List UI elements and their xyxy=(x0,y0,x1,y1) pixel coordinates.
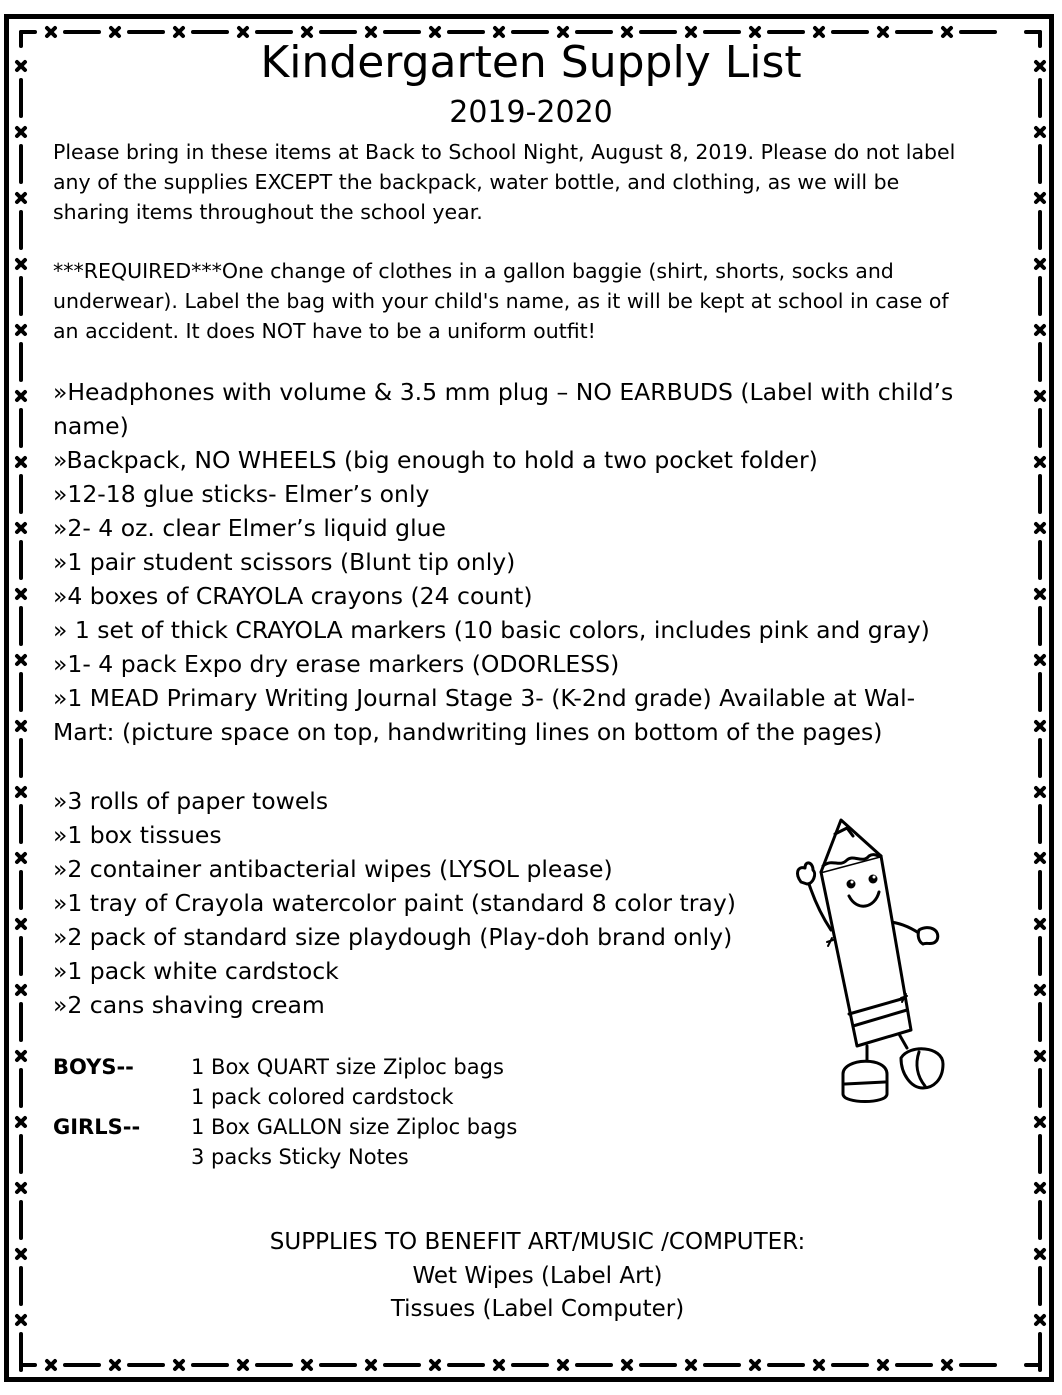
footer-heading: SUPPLIES TO BENEFIT ART/MUSIC /COMPUTER: xyxy=(269,1229,806,1255)
school-year: 2019-2020 xyxy=(449,95,613,130)
girls-label: GIRLS-- xyxy=(53,1115,141,1139)
supply-item: »4 boxes of CRAYOLA crayons (24 count) xyxy=(53,582,533,610)
required-line: underwear). Label the bag with your child's name, as it will be kept at school in case of xyxy=(53,289,949,313)
supply-item: »12-18 glue sticks- Elmer’s only xyxy=(53,480,430,508)
supply-item: »2- 4 oz. clear Elmer’s liquid glue xyxy=(53,514,446,542)
supply-item: »3 rolls of paper towels xyxy=(53,787,329,815)
girls-item: 3 packs Sticky Notes xyxy=(191,1145,409,1169)
supply-item: »1 MEAD Primary Writing Journal Stage 3- (K-2nd grade) Available at Wal- xyxy=(53,684,916,712)
supply-item: »2 cans shaving cream xyxy=(53,991,325,1019)
pencil-character-icon xyxy=(783,812,948,1112)
boys-label: BOYS-- xyxy=(53,1055,134,1079)
supply-item: »1- 4 pack Expo dry erase markers (ODORLESS) xyxy=(53,650,620,678)
supply-item: »2 container antibacterial wipes (LYSOL please) xyxy=(53,855,613,883)
supply-item: »Backpack, NO WHEELS (big enough to hold a two pocket folder) xyxy=(53,446,818,474)
required-line: ***REQUIRED***One change of clothes in a gallon baggie (shirt, shorts, socks and xyxy=(53,259,894,283)
boys-item: 1 Box QUART size Ziploc bags xyxy=(191,1055,504,1079)
supply-item: »1 pack white cardstock xyxy=(53,957,339,985)
footer-line: Tissues (Label Computer) xyxy=(390,1296,685,1322)
supply-item: Mart: (picture space on top, handwriting lines on bottom of the pages) xyxy=(53,718,883,746)
intro-line: any of the supplies EXCEPT the backpack, water bottle, and clothing, as we will be xyxy=(53,170,900,194)
footer-line: Wet Wipes (Label Art) xyxy=(412,1263,663,1289)
required-line: an accident. It does NOT have to be a uniform outfit! xyxy=(53,319,596,343)
girls-item: 1 Box GALLON size Ziploc bags xyxy=(191,1115,518,1139)
supply-item: »1 box tissues xyxy=(53,821,222,849)
supply-item: »1 tray of Crayola watercolor paint (standard 8 color tray) xyxy=(53,889,736,917)
supply-item: »2 pack of standard size playdough (Play-doh brand only) xyxy=(53,923,733,951)
intro-line: sharing items throughout the school year. xyxy=(53,200,483,224)
boys-item: 1 pack colored cardstock xyxy=(191,1085,454,1109)
supply-item: »Headphones with volume & 3.5 mm plug – NO EARBUDS (Label with child’s xyxy=(53,378,954,406)
page-title: Kindergarten Supply List xyxy=(260,37,802,88)
supply-item: » 1 set of thick CRAYOLA markers (10 basic colors, includes pink and gray) xyxy=(53,616,930,644)
supply-item: name) xyxy=(53,412,129,440)
supply-item: »1 pair student scissors (Blunt tip only) xyxy=(53,548,516,576)
intro-line: Please bring in these items at Back to School Night, August 8, 2019. Please do not label xyxy=(53,140,956,164)
